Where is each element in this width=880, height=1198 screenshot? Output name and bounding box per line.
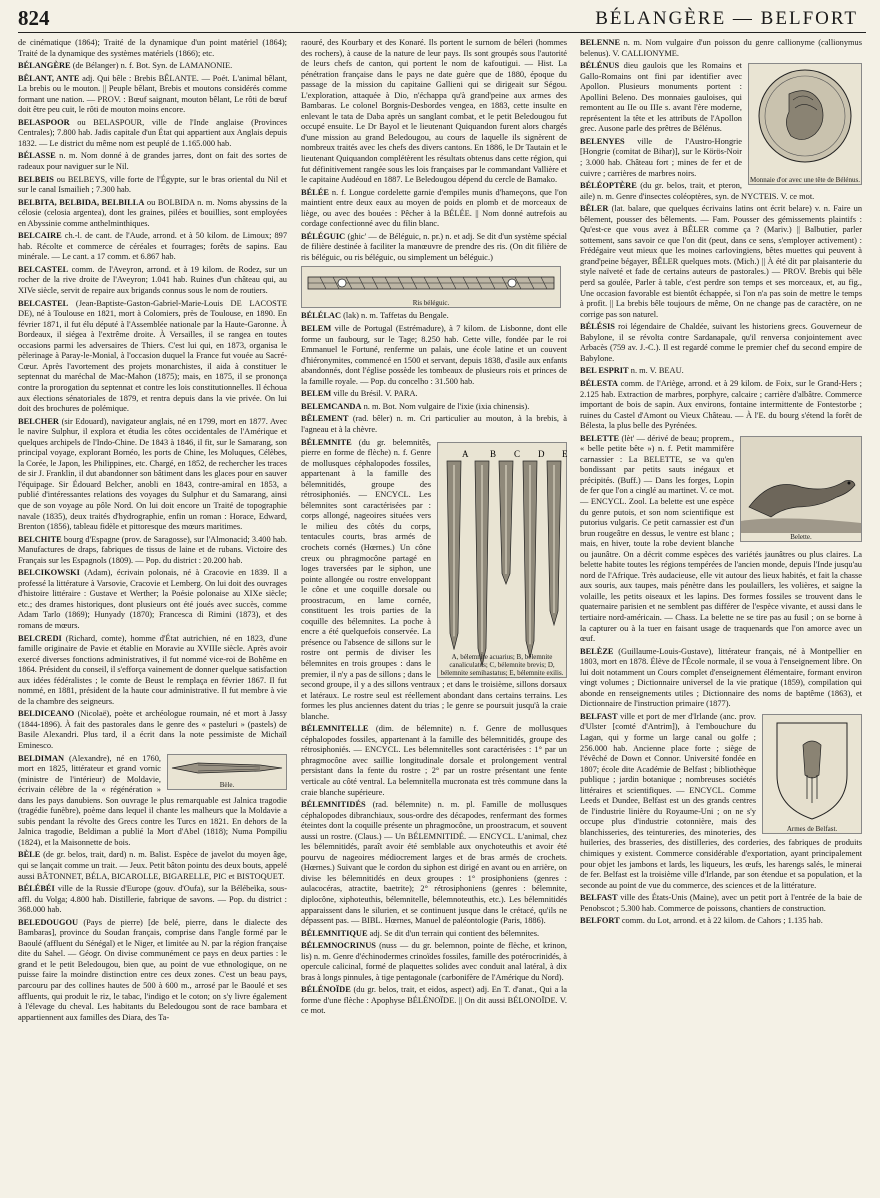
dictionary-entry [18,634,287,708]
dictionary-entry [301,402,567,413]
entry-headword: BÉLÉE [301,187,329,197]
figure-belemnite-caption: A, bélemnite acuarius; B, bélemnite canaliculatus; C, bélemnite brevis; D, bélemnite semihastatus; E, bélemnite exilis. [440,652,564,677]
entry-headword: BELDICEANO [18,709,75,719]
entry-text: (Adam), écrivain polonais, né à Cracovie en 1839. Il a professé la littérature à Varsovie, Cracovie et Lemberg. On lui doit des ouvrages d'histoire littéraire : Gustave et Werther; la Poésie polonaise au XIXe siècle; etc.; des drames historiques, dont plusieurs ont été joués avec succès, comme Adam Tarlo (1869); Hunyady (1870); Francesca di Rimini (1873), et des romans de mœurs. [18,568,288,630]
dictionary-entry [18,918,287,1023]
entry-text: ville de l'Austro-Hongrie [Hongrie (comitat de Bihar)], sur le Körös-Noir ; 3.000 hab. Château fort ; mines de fer et de cuivre ; carrières de marbres noirs. [580,136,742,178]
entry-text: ou BOLBIDA n. m. Noms abyssins de la célosie (celosia argentea), dont les graines, pilées et bouillies, sont employées en Abyssinie comme anthelminthiques. [18,197,287,228]
entry-text: (lèt' — dérivé de beau; proprem., « belle petite bête ») n. f. Petit mammifère carnassier : La BELETTE, se va qu'en bondissant par petits sauts inégaux et précipités. (Buff.) — Dans les forges, Lopin de fer que l'on a cinglé au martinet. V. ce mot. — ENCYCL. Zool. La belette est une espèce du genre putois, et son nom scientifique est putorius vulgaris. Ce petit carnassier est d'un brun rougeâtre en dessus, le ventre est blanc ; mais, en hiver, toute la robe devient blanche ou jaunâtre. On a décrit comme espèces des variétés jaunâtres ou plus claires. La belette habite toutes les régions tempérées de l'ancien monde, depuis l'Inde jusqu'au nord de l'Afrique. Très audacieuse, elle vit autour des lieux habités, et fait la chasse aux souris, aux taupes, mais pénètre dans les poulaillers, les volières, et saigne la volaille, les petits oiseaux et les lapins. Des formes fossiles se trouvent dans le quaternaire parisien et ne semblent pas différer de l'espèce vivante, et aussi dans le tertiaire nord-américain. — Chass. La belette ne se tire pas au fusil ; on se borne à la capturer ou à la tuer en faisant usage de traquenards que l'on amorce avec un œuf. [580,433,862,644]
entry-headword: BELÈZE [580,646,614,656]
entry-text: ville et port de mer d'Irlande (anc. prov. d'Ulster [comté d'Antrim]), à l'embouchure du Lagan, qui y forme un large canal ou golfe ; 256.000 hab. Ancienne place forte ; siège de l'évêché de Down et Connor. Université fondée en 1807; école dite Académie de Belfast ; bibliothèque publique ; jardin botanique ; nombreuses sociétés littéraires et scientifiques. — ENCYCL. Comme Leeds et Dundee, Belfast est un des grands centres de l'industrie linière du Royaume-Uni ; on ne s'y occupe plus d'industrie cotonnière, mais des blanchisseries, des teintureries, des minoteries, des huileries, des brasseries, des distilleries, des corderies, des fabriques de produits chimiques y existent. Commerce considérable d'exportation, ayant principalement pour objet les jambons et lards, les liqueurs, les œufs, les harengs salés, le minerai de fer. Belfast est la troisième ville d'Irlande, par son étendue et sa population, et la seconde au point de vue du commerce, des sciences et de la littérature. [580,711,862,890]
dictionary-entry [18,265,287,297]
entry-headword: BÉLANGÈRE [18,61,71,71]
entry-headword: BÉLESTA [580,378,619,388]
entry-headword: BÈLE [18,850,41,860]
dictionary-entry [18,568,287,631]
entry-text: n. m. Nom vulgaire d'un poisson du genre callionyme (callionymus belenus). V. CALLIONYME. [580,38,862,58]
entry-headword: BÉLEMNITIQUE [301,928,368,938]
page-header [18,6,866,32]
entry-headword: BELCHER [18,416,59,426]
entry-headword: BELEMCANDA [301,401,362,411]
dictionary-entry [580,893,862,914]
dictionary-entry [580,204,862,320]
entry-text: (Pays de pierre) [de belé, pierre, dans le dialecte des Bambaras], province du Soudan français, comprise dans l'angle formé par le Baoulé (affluent du Sénégal) et le Niger, et limitée au N. par la région française dite du Sahel. — Géogr. On divise communément ce pays en deux parties : le grand et le petit Beledougou, bien que, au point de vue ethnologique, on ne puisse faire la moindre distinction entre ces deux zones. C'est un beau pays, parcouru par des collines hautes de 500 à 600 m., arrosé par le Baoulé et ses affluents, qui produit le riz, le tabac, l'indigo et le coton; on s'y livre également à l'élevage du cheval. Les habitants du Beledougou sont de race bambara et appartiennent aux familles des Diara, des Ta- [18,917,287,1022]
dictionary-entry [18,299,287,415]
svg-text:B: B [490,448,497,459]
figure-arms-belfast-caption: Armes de Belfast. [786,824,838,833]
entry-headword: BELBITA, BELBIDA, BELBILLA [18,197,145,207]
entry-text: dieu gaulois que les Romains et Gallo-Romains ont fini par identifier avec Apollon. Plusieurs monuments portent : Apollini Beleno. Des monnaies gauloises, qui remontent au IIe ou IIIe s. avant l'ère moderne, représentent la tête et les attributs de l'Apollon grec. Ausone parle des prêtres de Bélénus. [580,61,742,134]
entry-text: (Nicolaë), poète et archéologue roumain, né et mort à Jassy (1844-1896). À fait des pastorales dans le genre des « pasteluri » (pastels) de Basile Alexandri. Plus tard, il a écrit dans la note pessimiste de Michaïl Eminesco. [18,709,287,750]
dictionary-entry [18,61,287,72]
dictionary-entry [18,884,287,916]
entry-headword: BÉLÉLAC [301,311,342,321]
entry-headword: BELEM [301,389,332,399]
svg-text:C: C [514,448,521,459]
dictionary-entry [301,311,567,322]
entry-text: (de gr. belos, trait, dard) n. m. Balist. Espèce de javelot du moyen âge, qui se lançait comme un trait. — Jeux. Petit bâton pointu des deux bouts, appelé aussi BÂTONNET, BÉLA, BICAROLLE, BIGARELLE, PIC et BISTOQUET. [18,850,287,881]
dictionary-entry [580,916,862,927]
entry-headword: BÉLÉNOÏDE [301,985,351,995]
entry-text: (Alexandre), né en 1760, mort en 1825, littérateur et grand vornic (ministre de l'intérieur) de Moldavie, écrivain célèbre de la « régénération » dans les pays danubiens. Son ouvrage le plus remarquable est Jalnica tragodie (tragédie funèbre), poème dans lequel il chante les malheurs que la Moldavie a subis pendant la révolte des Grecs contre les Turcs en 1821. En dehors de la Jalnica tragodie, Beldiman a publié la Mort d'Abel (1818); Numa Pompiliu (1824), et la Maisonnette de bois. [18,753,287,847]
entry-text: ville de Portugal (Estrémadure), à 7 kilom. de Lisbonne, dont elle forme un faubourg, sur le Tage; 8.250 hab. Cette ville, fondée par le roi Emmanuel le Fortuné, renferme un palais, une école latine et un couvent d'hiéronymites, commencé en 1500 et servant, depuis 1838, d'asile aux enfants abandonnés, dont l'église possède les tombeaux de plusieurs rois et princes de la famille royale. — Pop. du concelho : 31.500 hab. [301,324,567,386]
entry-text: (du gr. belos, trait, et eidos, aspect) adj. En T. d'anat., Qui a la forme d'une flèche : Apophyse BÉLÉNOÏDE. || On dit aussi BÉLONOÏDE. V. ce mot. [301,985,568,1016]
entry-text: roi légendaire de Chaldée, suivant les historiens grecs. Gouverneur de Babylone, il se révolta contre Sardanapale, qu'il renversa conjointement avec Arbacès (759 av. J.-C.). Il est regardé comme le premier chef du second empire de Babylone. [580,322,862,363]
figure-belette-image [741,437,861,533]
entry-text: ville du Brésil. V. PARA. [333,389,418,399]
figure-belemnite-image [438,443,566,653]
dictionary-entry [580,366,862,377]
dictionary-entry [18,198,287,230]
dictionary-entry [301,929,567,940]
entry-headword: BELCAIRE [18,231,62,241]
dictionary-entry [580,322,862,364]
dictionary-entry [301,324,567,387]
entry-headword: BÉLEMNITE [301,437,352,447]
entry-text: ou BELASPOUR, ville de l'Inde anglaise (Provinces Centrales); 7.800 hab. Jadis capitale d'un État qui appartient aux Anglais depuis 1832. — Le district du même nom est peuplé de 1.165.000 hab. [18,117,287,148]
entry-text: (du gr. belemnitês, pierre en forme de flèche) n. f. Genre de mollusques céphalopodes fossiles, appartenant à la famille des bélemnitidés, groupe des rétrosiphoniés. — ENCYCL. Les bélemnites sont caractérisées par : corps allongé, nageoires situées vers le milieu des côtés du corps, tentacules courts, bras armés de crochets cornés (Hœrnes.) Un cône creux ou phragmocône partagé en loges traversées par le siphon, une pointe allongée ou rostre enveloppant le cône et une coquille dorsale ou proostracum, en lame cornée, constituent les trois parties de la coquille des bélemnites. La poche à encre a été quelquefois conservée. La présence ou l'absence de sillons sur le rostre ont permis de diviser les bélemnites en trois groupes : dans le premier, il n'y a pas de sillons ; dans le second groupe, il y a des sillons ventraux ; et dans le troisième, sillons dorsaux et latéraux. Le rostre seul est réellement abondant dans certains terrains. Les formes les plus anciennes datent du trias ; le genre se poursuit jusqu'à la craie blanche. [301,437,567,721]
entry-text: raouré, des Kourbary et des Konaré. Ils portent le surnom de béleri (hommes des rochers), à cause de la nature de leur pays. Ils sont groupés sous l'autorité de leurs chefs de canton, qui portent le nom de kafoutigui. — Hist. La pénétration française dans le pays ne date guère que de 1880, époque du passage de la mission du capitaine Gallieni qui se dirigeait sur Ségou. L'exploration, attaquée à Dio, n'échappa qu'à grand'peine aux armes des Bambaras. Le colonel Borgnis-Desbordes vengea, en 1883, cette insulte en enlevant le tata de Daba après un sanglant combat, et le petit Beledougou fut occupé ensuite. Le Dr Bayol et le lieutenant Quiquandon furent alors chargés d'une mission au grand Beledougou, au cours de laquelle ils signèrent de nombreux traités avec les chefs des divers cantons. En 1886, le Dr Tautain et le lieutenant Quiquandon complétèrent les résultats obtenus dans cette région, qui fut définitivement rangée sous les lois françaises par le commandant Vallière et le capitaine Audéoud en 1887. Le Beledougou dépend du cercle de Bamako. [301,38,567,185]
entry-text: de cinématique (1864); Traité de la dynamique d'un point matériel (1864); Traité de la dynamique des systèmes matériels (1866); etc. [18,38,287,58]
entry-headword: BELEDOUGOU [18,917,79,927]
entry-headword: BÉLÉGUIC [301,231,346,241]
dictionary-entry [301,941,567,983]
bele-caption: Bèle. [219,780,235,789]
dictionary-entry [18,38,287,59]
entry-headword: BÉLÉOPTÈRE [580,181,637,191]
dictionary-entry [18,709,287,751]
dictionary-entry [301,389,567,400]
column-middle [301,38,567,1190]
dictionary-entry [580,379,862,432]
svg-text:D: D [538,448,545,459]
entry-headword: BÉLEMNOCRINUS [301,941,376,951]
entry-headword: BÊLER [580,204,609,214]
figure-arms-belfast-image [763,715,861,825]
entry-headword: BÉLASSE [18,151,56,161]
entry-headword: BELCASTEL [18,264,69,274]
entry-headword: BELETTE [580,433,620,443]
entry-headword: BELCREDI [18,633,62,643]
dictionary-entry [18,850,287,882]
figure-ris-beleguic-caption: Ris béléguic. [412,299,450,308]
entry-headword: BELENNE [580,38,621,47]
entry-text: (nuss — du gr. belemnon, pointe de flèche, et krinon, lis) n. m. Genre d'échinodermes crinoïdes fossiles, famille des potérocrinidés, à opercule calicinal, formé de plaquettes solides avec conduit anal latéral, à dix bras à longs pinnules, à tige pentagonale (carbonifère de l'Amérique du Nord). [301,941,567,982]
entry-headword: BELBEIS [18,174,54,184]
entry-text: n. m. Nom donné à de grandes jarres, dont on fait des sortes de radeaux pour naviguer sur le Nil. [18,151,288,172]
figure-arms-belfast [762,714,862,834]
entry-headword: BÉLÉNUS [580,61,620,71]
entry-text: (dim. de bélemnite) n. f. Genre de mollusques céphalopodes fossiles, appartenant à la famille des bélemnitidés, groupe des rétrosiphoniés. — ENCYCL. Les bélemnitelles sont caractérisées : 1° par un phragmocône avec saillie longitudinale dorsale et prolongement ventral persistant dans la fente du rostre ; 2° par un rostre présentant une fente verticale au côté ventral. La belemnitella mucronata est très commune dans la craie blanche supérieure. [301,724,568,797]
figure-belette [740,436,862,542]
dictionary-entry [18,74,287,116]
entry-text: adj. Qui bêle : Brebis BÊLANTE. — Poét. L'animal bêlant, La brebis ou le mouton. || Peuple bêlant, Brebis et moutons considérés comme formant une nation. — PROV. : Bœuf saignant, mouton bêlant, Le rôti de bœuf doit être peu cuit, le rôti de mouton moins encore. [18,73,288,115]
entry-text: (Guillaume-Louis-Gustave), littérateur français, né à Montpellier en 1803, mort en 1878. Élève de l'École normale, il se voua à l'enseignement libre. On lui doit notamment un Cours complet d'enseignement élémentaire, formant environ vingt volumes ; Dictionnaire universel de la vie pratique (1859), compilation qui abonde en renseignements utiles ; Dictionnaire des noms de baptême (1863), et Dictionnaire de l'instruction primaire (1877). [580,646,862,709]
entry-text: n. f. Longue cordelette garnie d'empiles munis d'hameçons, que l'on maintient entre deux eaux au moyen de poids en plomb et de morceaux de liège, ou avec des bouées : Pêcher à la BÉLÉE. || Nom donné autrefois au cordage confectionné avec du filin blanc. [301,187,568,229]
dictionary-entry [301,414,567,435]
dictionary-entry [301,232,567,264]
entry-text: ch.-l. de cant. de l'Aude, arrond. et à 50 kilom. de Limoux; 897 hab. Récolte et commerce de céréales et fourrages; forêts de sapins. Eau minérale. — Le cant. a 17 comm. et 6.867 hab. [18,231,288,262]
entry-headword: BELCASTEL [18,298,69,308]
entry-text: comm. de l'Aveyron, arrond. et à 19 kilom. de Rodez, sur un rocher de la rive droite de l'Aveyron; 1.041 hab. Ruines d'un château qui, au XIVe siècle, servit de repaire aux brigands connus sous le nom de routiers. [18,264,288,296]
entry-headword: BELCIKOWSKI [18,568,80,578]
entry-headword: BÊLEMENT [301,414,349,424]
dictionary-entry [580,647,862,710]
entry-headword: BELCHITE [18,534,62,544]
entry-text: ville des États-Unis (Maine), avec un petit port à l'entrée de la baie de Penobscot ; 5.300 hab. Commerce de poissons, chantiers de construction. [580,893,863,913]
entry-text: (rad. bélemnite) n. m. pl. Famille de mollusques céphalopodes dibranchiaux, sous-ordre des décapodes, renfermant des formes éteintes dont la coquille présente un phragmocône, un proostracum, et souvent aussi un rostre. (Claus.) — Un BÉLEMNITIDÉ. — ENCYCL. L'animal, chez les bélemnitidés, paraît avoir été semblable aux onychoteuthis et avoir été pourvu de nageoires médiocrement larges et de bras armés de crochets. (Hœrnes.) Suivant que le cordon du siphon est dirigé en avant ou en arrière, on divise les bélemnitidés en deux groupes : 1° prosiphoniens (genres : aulacocéras, atractite, baetrite); 2° rétrosiphoniens (genres : bélemnite, diplocône, xiphoteuthis, bélemnitelle, bélemnoteuthis, etc.). Les bélemnitidés apparaissent dans le silurien, et se continuent jusque dans le crétacé, qu'ils ne dépassent pas. — BIBL. Hœrnes, Manuel de paléontologie (Paris, 1886). [301,800,568,926]
entry-headword: BELASPOOR [18,117,70,127]
figure-coin [748,63,862,185]
figure-ris-beleguic-image [302,267,560,299]
dictionary-entry [18,175,287,196]
entry-text: comm. de l'Ariège, arrond. et à 29 kilom. de Foix, sur le Grand-Hers ; 2.125 hab. Extraction de marbres, porphyre, calcaire ; carrière d'albâtre. Commerce important de bois de sapin. Aux environs, fontaine intermittente de Fontestorbe ; ruines du Castel d'Amont ou Vieux Château. — À l'E. du bourg s'étend la forêt de Bélesta, la plus belle des Pyrénées. [580,378,862,431]
figure-belemnite [437,442,567,678]
dictionary-entry [18,417,287,533]
entry-headword: BEL ESPRIT [580,366,629,376]
entry-text: n. m. V. BEAU. [630,366,684,376]
entry-text: (ghic' — de Béléguic, n. pr.) n. et adj. Se dit d'un système spécial de filière destinée à faciliter la manœuvre de prendre des ris. (On dit filière de ris béléguic, ou ris béléguic, ou simplement un béléguic.) [301,231,567,262]
svg-text:A: A [462,448,469,459]
entry-headword: BÉLEMNITIDÉS [301,800,366,810]
entry-text: ou BELBEYS, ville forte de l'Égypte, sur le bras oriental du Nil et sur le canal Ismailieh ; 7.300 hab. [18,174,287,195]
entry-headword: BÉLÉSIS [580,322,615,332]
running-title: BÉLANGÈRE — BELFORT [595,8,858,29]
dictionary-entry [301,985,567,1017]
dictionary-entry [18,231,287,263]
dictionary-entry [301,800,567,927]
entry-headword: BÉLEMNITELLE [301,724,369,734]
entry-headword: BÊLANT, ANTE [18,73,80,83]
dictionary-entry [18,535,287,567]
page-number: 824 [18,6,50,30]
entry-text: (rad. bêler) n. m. Cri particulier au mouton, à la brebis, à l'agneau et à la chèvre. [301,414,567,434]
entry-headword: BELFAST [580,711,618,721]
entry-headword: BÉLÉBÉI [18,884,55,894]
entry-text: (lak) n. m. Taffetas du Bengale. [343,311,449,321]
entry-text: adj. Se dit d'un terrain qui contient des bélemnites. [369,928,540,938]
svg-text:E: E [562,448,568,459]
figure-ris-beleguic [301,266,561,308]
entry-headword: BELFORT [580,916,620,926]
dictionary-entry [301,188,567,230]
entry-text: (de Bélanger) n. f. Bot. Syn. de LAMANONIE. [72,61,233,71]
header-rule [18,32,866,33]
entry-text: (sir Edouard), navigateur anglais, né en 1799, mort en 1877. Avec le navire Sulphur, il explora et étudia les côtes occidentales de l'Amérique et quelques archipels de l'Indo-Chine. De 1843 à 1846, il fit, sur le Samarang, son principal voyage, explorant Bornéo, les ports de Chine, les Moluques, Célèbes, la Corée, le Japon, les Philippines, etc. Chargé, en 1852, de rechercher les traces de sir J. Franklin, il dut abandonner son bâtiment dans les glaces pour en sauver l'équipage. Sir Édouard Belcher, anobli en 1843, contre-amiral en 1853, a publié d'intéressantes relations des voyages du Sulphur et du Samarang, ainsi que de son voyage au pôle Nord. On lui doit encore un Traité de topographie navale (1835), deux traités d'hydrographie, enfin un roman : Horace, Edward, Brenton (1856), tableau fidèle et pittoresque des mœurs maritimes. [18,416,287,532]
figure-coin-caption: Monnaie d'or avec une tête de Bélénus. [750,176,860,185]
figure-coin-image [749,64,861,176]
figure-belette-caption: Belette. [790,532,812,541]
entry-text: (Jean-Baptiste-Gaston-Gabriel-Marie-Louis DE LACOSTE DE), né à Toulouse en 1821, mort à Colomiers, près de Toulouse, en 1890. En février 1871, il fut élu député à l'Assemblée nationale par la Haute-Garonne. À Bordeaux, il siégea à l'extrême droite. À Versailles, il se rangea en toutes occasions parmi les adversaires de Thiers. C'est lui qui, en 1873, organisa le pèlerinage à Paray-le-Monial, à l'occasion duquel la France fut vouée au Sacré-Cœur. Après l'avortement des projets monarchistes, il aida à constituer le septennat du maréchal de Mac-Mahon (1875); mais, en 1875, il se prononça contre la prorogation du septennat et contre les lois constitutionnelles. Il échoua aux élections sénatoriales de 1879, et rentra depuis dans la vie privée. On lui doit des brochures de polémique. [18,298,288,414]
entry-headword: BELDIMAN [18,753,65,763]
column-left [18,38,287,1190]
entry-text: ville de la Russie d'Europe (gouv. d'Oufa), sur la Bélébeïka, sous-affl. du Volga; 4.800 hab. Distillerie, fabrique de savons. — Pop. du district : 368.000 hab. [18,884,288,915]
dictionary-entry [301,38,567,186]
figure-bele [167,754,287,790]
entry-headword: BELENYES [580,136,625,146]
entry-text: (Richard, comte), homme d'État autrichien, né en 1823, d'une famille originaire de Pavie et établie en Moravie au XVIIIe siècle. Après avoir exercé diverses fonctions administratives, il fut nommé vice-roi de Bohême en 1864. Président du conseil, il s'efforça vainement de donner quelque satisfaction aux idées fédéralistes ; le comte de Beust le remplaça en février 1867. Il fut nommé, en 1881, président de la haute cour administrative. Il fut membre à vie de la chambre des seigneurs. [18,633,287,706]
entry-headword: BELEM [301,324,332,334]
entry-text: (lat. balare, que quelques écrivains latins ont écrit belare) v. n. Faire un bêlement, pousser des bêlements. — Fam. Pousser des gémissements plaintifs : Qu'est-ce que vous avez à BÊLER comme ça ? (Mariv.) || Balbutier, parler sottement, sans savoir ce que l'on dit (peut, dans ce sens, s'employer activement) : Frédégaire veut mieux que les moines carlovingiens, bêtes muettes qui peuvent à grand'peine bégayer, BÊLER quelques mots. (Mich.) || À été dit par plaisanterie du style naïveté et fade de certains auteurs de pastorales.) — PROV. Brebis qui bêle perd sa goulée, Parler à table, c'est perdre son temps et ses morceaux, et, au fig., Une occasion favorable est bientôt échappée, si l'on n'a pas soin de mettre le temps à profit. || La brebis bêle toujours de même, On ne change pas de caractère, on ne corrige pas son naturel. [580,204,863,319]
bele-image [168,755,286,781]
dictionary-entry [580,38,862,59]
entry-text: (du gr. belos, trait, et pteron, aile) n. m. Genre d'insectes coléoptères, syn. de NYCTEIS. V. ce mot. [580,181,815,201]
dictionary-entry [18,151,287,172]
entry-text: comm. du Lot, arrond. et à 22 kilom. de Cahors ; 1.135 hab. [621,916,823,926]
entry-text: bourg d'Espagne (prov. de Saragosse), sur l'Almonacid; 3.400 hab. Manufactures de draps, fabriques de tissus de laine et de rubans. Victoire des Français sur les Espagnols (1809). — Pop. du district : 20.200 hab. [18,534,287,565]
dictionary-entry [18,118,287,150]
dictionary-entry [301,724,567,798]
entry-headword: BELFAST [580,893,618,903]
column-right [580,38,862,1190]
entry-text: n. m. Bot. Nom vulgaire de l'ixie (ixia chinensis). [363,401,530,411]
